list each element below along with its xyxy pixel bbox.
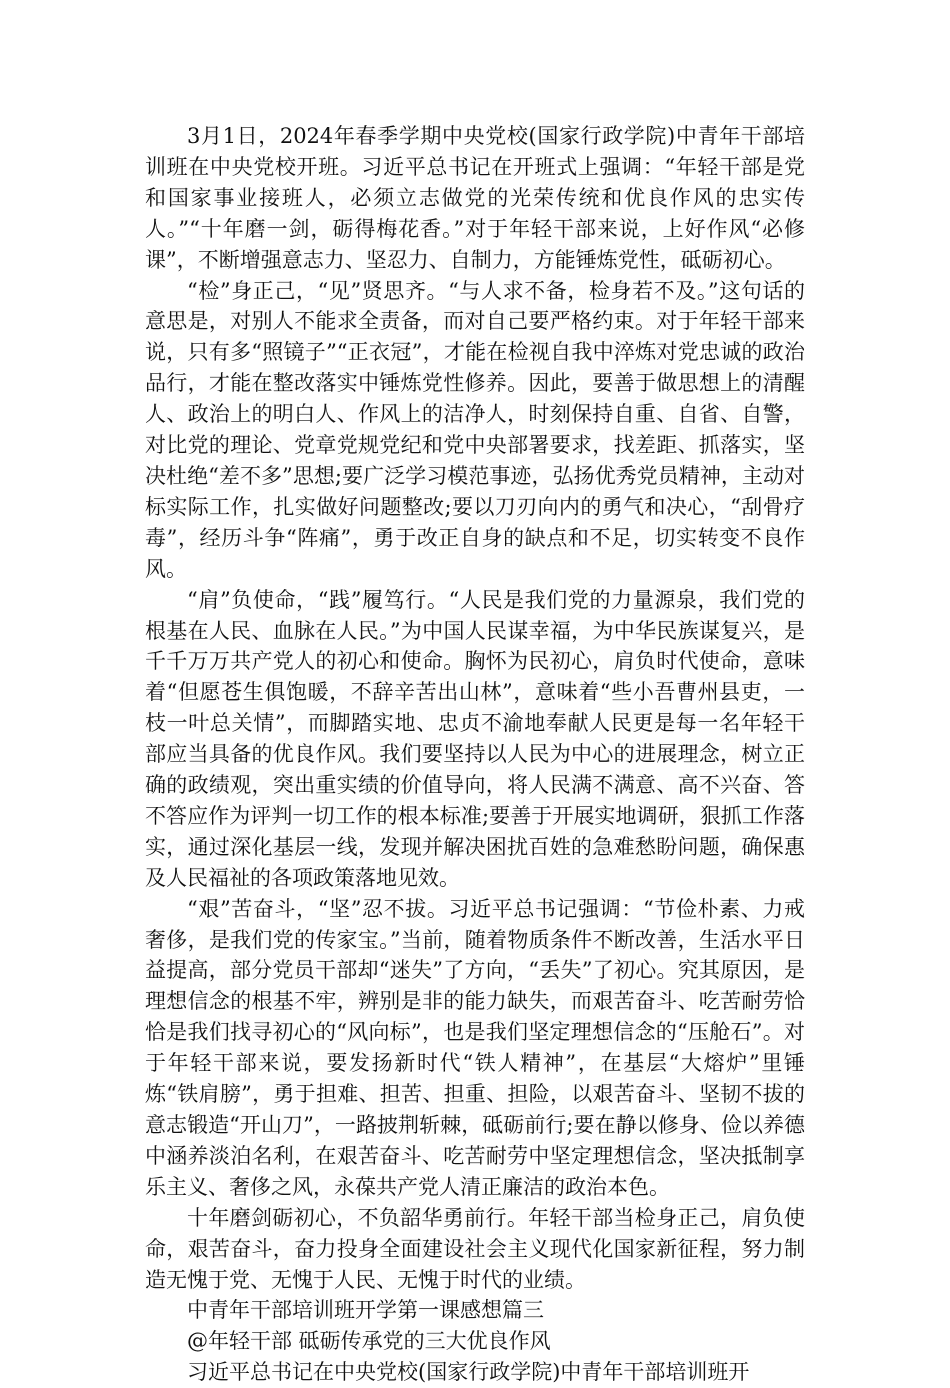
paragraph-conclusion: 十年磨剑砺初心，不负韶华勇前行。年轻干部当检身正己，肩负使命，艰苦奋斗，奋力投身全面建设社会主义现代化国家新征程，努力制造无愧于党、无愧于人民、无愧于时代的业绩。 <box>145 1205 805 1292</box>
document-body <box>145 121 805 1388</box>
section-title: 中青年干部培训班开学第一课感想篇三 <box>187 1298 544 1323</box>
paragraph-mission: “肩”负使命，“践”履笃行。“人民是我们党的力量源泉，我们党的根基在人民、血脉在人民。”为中国人民谋幸福，为中华民族谋复兴，是千千万万共产党人的初心和使命。胸怀为民初心，肩负时代使命，意味着“但愿苍生俱饱暖，不辞辛苦出山林”，意味着“些小吾曹州县吏，一枝一叶总关情”，而脚踏实地、忠贞不渝地奉献人民更是每一名年轻干部应当具备的优良作风。我们要坚持以人民为中心的进展理念，树立正确的政绩观，突出重实绩的价值导向，将人民满不满意、高不兴奋、答不答应作为评判一切工作的根本标准;要善于开展实地调研，狠抓工作落实，通过深化基层一线，发现并解决困扰百姓的急难愁盼问题，确保惠及人民福祉的各项政策落地见效。 <box>145 587 805 890</box>
paragraph-opening: 3月1日，2024年春季学期中央党校(国家行政学院)中青年干部培训班在中央党校开班。习近平总书记在开班式上强调：“年轻干部是党和国家事业接班人，必须立志做党的光荣传统和优良作风的忠实传人。”“十年磨一剑，砺得梅花香。”对于年轻干部来说，上好作风“必修课”，不断增强意志力、坚忍力、自制力，方能锤炼党性，砥砺初心。 <box>145 124 805 272</box>
article-title: @年轻干部 砥砺传承党的三大优良作风 <box>187 1329 551 1354</box>
paragraph-hard-work: “艰”苦奋斗，“坚”忍不拔。习近平总书记强调：“节俭朴素、力戒奢侈，是我们党的传家宝。”当前，随着物质条件不断改善，生活水平日益提高，部分党员干部却“迷失”了方向，“丢失”了初心。究其原因，是理想信念的根基不牢，辨别是非的能力缺失，而艰苦奋斗、吃苦耐劳恰恰是我们找寻初心的“风向标”，也是我们坚定理想信念的“压舱石”。对于年轻干部来说，要发扬新时代“铁人精神”，在基层“大熔炉”里锤炼“铁肩膀”，勇于担难、担苦、担重、担险，以艰苦奋斗、坚韧不拔的意志锻造“开山刀”，一路披荆斩棘，砥砺前行;要在静以修身、俭以养德中涵养淡泊名利，在艰苦奋斗、吃苦耐劳中坚定理想信念，坚决抵制享乐主义、奢侈之风，永葆共产党人清正廉洁的政治本色。 <box>145 896 805 1199</box>
paragraph-self-examination: “检”身正己，“见”贤思齐。“与人求不备，检身若不及。”这句话的意思是，对别人不能求全责备，而对自己要严格约束。对于年轻干部来说，只有多“照镜子”“正衣冠”，才能在检视自我中淬炼对党忠诚的政治品行，才能在整改落实中锤炼党性修养。因此，要善于做思想上的清醒人、政治上的明白人、作风上的洁净人，时刻保持自重、自省、自警，对比党的理论、党章党规党纪和党中央部署要求，找差距、抓落实，坚决杜绝“差不多”思想;要广泛学习模范事迹，弘扬优秀党员精神，主动对标实际工作，扎实做好问题整改;要以刀刃向内的勇气和决心，“刮骨疗毒”，经历斗争“阵痛”，勇于改正自身的缺点和不足，切实转变不良作风。 <box>145 278 805 581</box>
paragraph-next-start: 习近平总书记在中央党校(国家行政学院)中青年干部培训班开 <box>187 1360 750 1385</box>
